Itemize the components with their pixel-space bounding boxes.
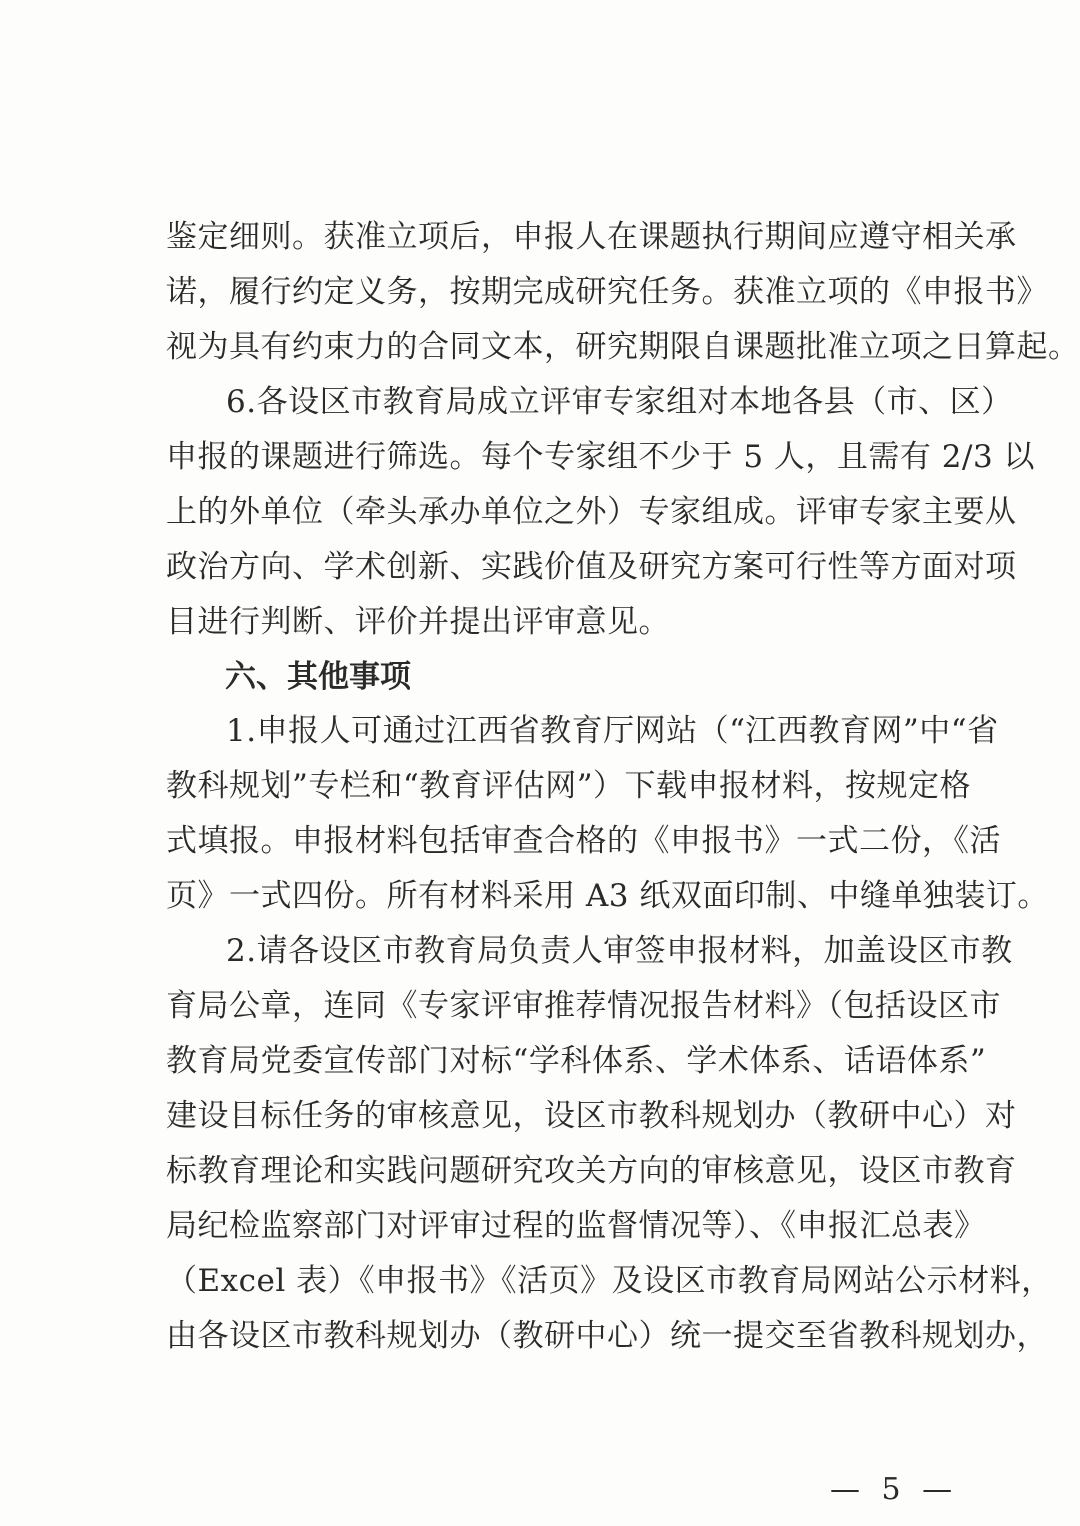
item-2-line-4: 建设目标任务的审核意见，设区市教科规划办（教研中心）对 xyxy=(166,1098,1017,1134)
item-1-line-3: 式填报。申报材料包括审查合格的《申报书》一式二份，《活 xyxy=(166,823,1001,859)
item-2-line-7: （Excel 表）《申报书》《活页》及设区市教育局网站公示材料， xyxy=(166,1263,1053,1299)
paragraph-6-line-2: 申报的课题进行筛选。每个专家组不少于 5 人，且需有 2/3 以 xyxy=(166,439,1036,475)
text-line-2: 诺，履行约定义务，按期完成研究任务。获准立项的《申报书》 xyxy=(166,274,1048,310)
item-2-line-3: 教育局党委宣传部门对标“学科体系、学术体系、话语体系” xyxy=(166,1043,987,1079)
item-1-line-2: 教科规划”专栏和“教育评估网”）下载申报材料，按规定格 xyxy=(166,768,972,804)
paragraph-6-line-5: 目进行判断、评价并提出评审意见。 xyxy=(166,604,670,640)
text-line-3: 视为具有约束力的合同文本，研究期限自课题批准立项之日算起。 xyxy=(166,329,1080,365)
item-1-line-4: 页》一式四份。所有材料采用 A3 纸双面印制、中缝单独装订。 xyxy=(166,878,1049,914)
text-line-1: 鉴定细则。获准立项后，申报人在课题执行期间应遵守相关承 xyxy=(166,219,1017,255)
paragraph-6-line-1: 6.各设区市教育局成立评审专家组对本地各县（市、区） xyxy=(226,384,1013,420)
page-number: — 5 — xyxy=(830,1472,959,1507)
item-2-line-1: 2.请各设区市教育局负责人审签申报材料，加盖设区市教 xyxy=(226,933,1013,969)
paragraph-6-line-3: 上的外单位（牵头承办单位之外）专家组成。评审专家主要从 xyxy=(166,494,1017,530)
item-1-line-1: 1.申报人可通过江西省教育厅网站（“江西教育网”中“省 xyxy=(226,713,999,749)
section-heading-other-matters: 六、其他事项 xyxy=(225,659,411,695)
item-2-line-2: 育局公章，连同《专家评审推荐情况报告材料》（包括设区市 xyxy=(166,988,1001,1024)
paragraph-6-line-4: 政治方向、学术创新、实践价值及研究方案可行性等方面对项 xyxy=(166,549,1017,585)
item-2-line-8: 由各设区市教科规划办（教研中心）统一提交至省教科规划办， xyxy=(166,1318,1048,1354)
item-2-line-5: 标教育理论和实践问题研究攻关方向的审核意见，设区市教育 xyxy=(166,1153,1017,1189)
item-2-line-6: 局纪检监察部门对评审过程的监督情况等）、《申报汇总表》 xyxy=(166,1208,986,1244)
